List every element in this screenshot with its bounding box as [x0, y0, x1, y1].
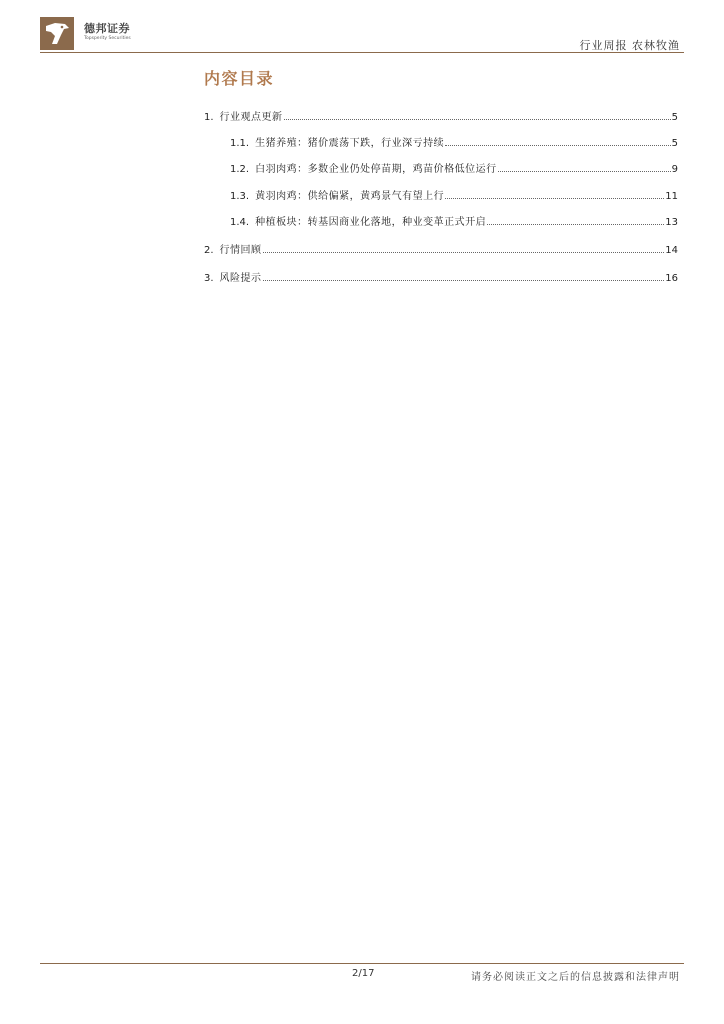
toc-entry-page: 5: [671, 112, 678, 123]
report-category: 行业周报 农林牧渔: [579, 39, 680, 52]
toc-leader-dots: [284, 119, 671, 120]
toc-entry-number: 1.3.: [230, 191, 250, 202]
toc-entry-page: 5: [671, 138, 678, 149]
toc-entry-text: 黄羽肉鸡：供给偏紧，黄鸡景气有望上行: [255, 191, 445, 202]
toc-entry-text: 行业观点更新: [219, 112, 283, 123]
toc-entry-number: 1.2.: [230, 164, 250, 175]
toc-entry-page: 11: [665, 191, 678, 202]
toc-entry-2[interactable]: [204, 240, 678, 256]
toc-entry-1-4[interactable]: [230, 212, 678, 228]
toc-entry-number: 3.: [204, 273, 214, 284]
toc-entry-page: 16: [665, 273, 678, 284]
toc-entry-1-1[interactable]: [230, 133, 678, 149]
footer-divider: [40, 963, 684, 964]
toc-entry-number: 2.: [204, 245, 214, 256]
toc-entry-1-3[interactable]: [230, 186, 678, 202]
toc-entry-text: 种植板块：转基因商业化落地，种业变革正式开启: [255, 217, 487, 228]
toc-entry-text: 白羽肉鸡：多数企业仍处停苗期，鸡苗价格低位运行: [255, 164, 497, 175]
toc-leader-dots: [487, 224, 664, 225]
toc-entry-1[interactable]: [204, 107, 678, 123]
toc-entry-page: 14: [665, 245, 678, 256]
page-number: 2/17: [352, 968, 375, 979]
toc-leader-dots: [263, 280, 665, 281]
toc-title: 内容目录: [204, 69, 275, 88]
toc-entry-page: 9: [671, 164, 678, 175]
toc-entry-1-2[interactable]: [230, 159, 678, 175]
header-divider: [40, 52, 684, 53]
toc-entry-number: 1.4.: [230, 217, 250, 228]
toc-leader-dots: [263, 252, 665, 253]
toc-entry-page: 13: [665, 217, 678, 228]
legal-disclaimer: 请务必阅读正文之后的信息披露和法律声明: [471, 972, 680, 983]
logo-text-cn: 德邦证券: [84, 22, 130, 35]
company-logo: [40, 17, 150, 51]
toc-leader-dots: [445, 198, 664, 199]
toc-entry-3[interactable]: [204, 268, 678, 284]
toc-entry-text: 行情回顾: [219, 245, 262, 256]
toc-leader-dots: [498, 171, 671, 172]
toc-entry-text: 风险提示: [219, 273, 262, 284]
toc-entry-text: 生猪养殖：猪价震荡下跌，行业深亏持续: [255, 138, 445, 149]
logo-text-en: Topsperity Securities: [84, 36, 131, 41]
toc-entry-number: 1.: [204, 112, 214, 123]
toc-entry-number: 1.1.: [230, 138, 250, 149]
logo-icon: [40, 17, 74, 50]
toc-leader-dots: [445, 145, 671, 146]
